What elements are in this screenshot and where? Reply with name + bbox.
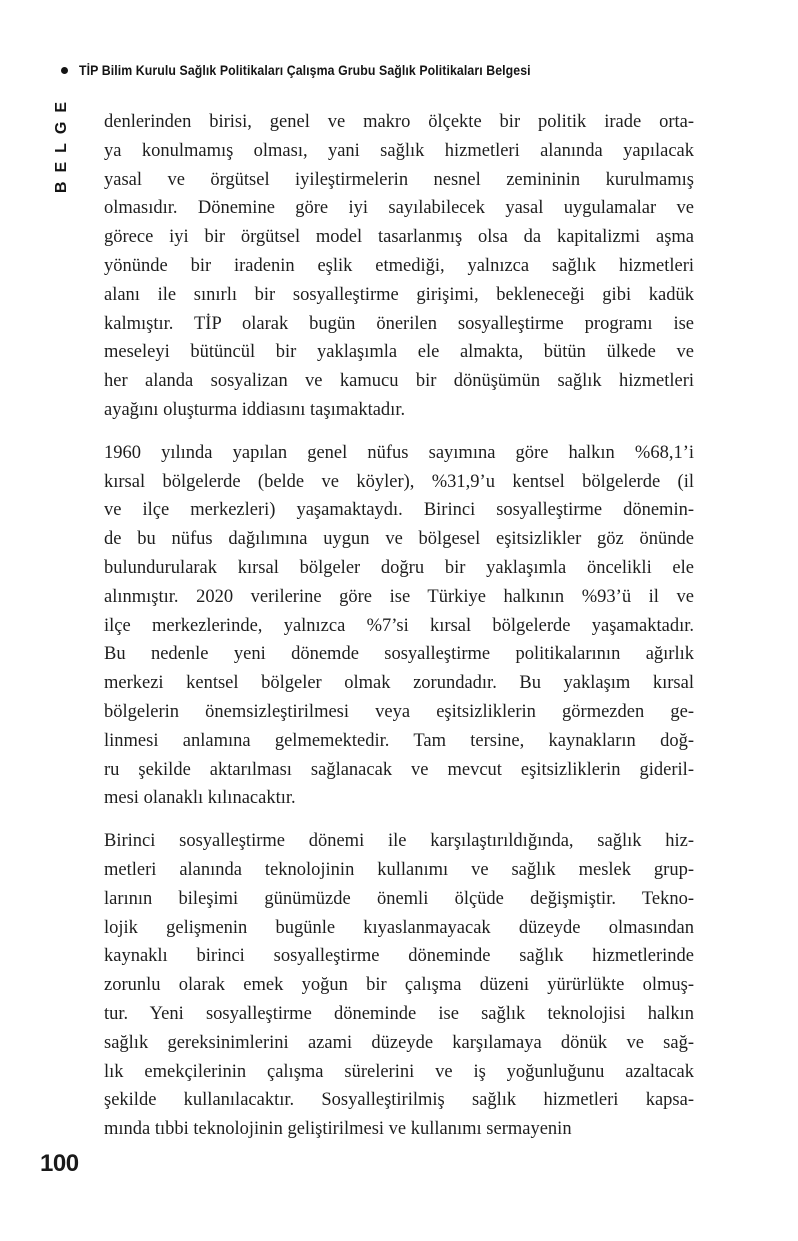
text-line: kalmıştır. TİP olarak bugün önerilen sosyalleştirme programı ise (104, 313, 694, 334)
text-line: sağlık gereksinimlerini azami düzeyde karşılamaya dönük ve sağ- (104, 1032, 694, 1053)
text-line: bölgelerin önemsizleştirilmesi veya eşitsizliklerin görmezden ge- (104, 701, 694, 722)
text-line: kırsal bölgelerde (belde ve köyler), %31,9’u kentsel bölgelerde (il (104, 471, 694, 492)
text-line: ve ilçe merkezleri) yaşamaktaydı. Birinci sosyalleştirme dönemin- (104, 500, 694, 521)
text-line: görece iyi bir örgütsel model tasarlanmış olsa da kapitalizmi aşma (104, 227, 694, 248)
text-line: meseleyi bütüncül bir yaklaşımla ele almakta, bütün ülkede ve (104, 342, 694, 363)
text-line: Bu nedenle yeni dönemde sosyalleştirme politikalarının ağırlık (104, 644, 694, 665)
text-line: Birinci sosyalleştirme dönemi ile karşılaştırıldığında, sağlık hiz- (104, 831, 694, 852)
text-line: alınmıştır. 2020 verilerine göre ise Türkiye halkının %93’ü il ve (104, 586, 694, 607)
text-line: alanı ile sınırlı bir sosyalleştirme girişimi, bekleneceği gibi kadük (104, 284, 694, 305)
body-text (104, 108, 694, 1158)
text-line: lık emekçilerinin çalışma sürelerini ve iş yoğunluğunu azaltacak (104, 1061, 694, 1082)
text-line: ya konulmamış olması, yani sağlık hizmetleri alanında yapılacak (104, 140, 694, 161)
text-line: zorunlu olarak emek yoğun bir çalışma düzeni yürürlükte olmuş- (104, 975, 694, 996)
text-line: bulundurularak kırsal bölgeler doğru bir yaklaşımla öncelikli ele (104, 557, 694, 578)
text-line: linmesi anlamına gelmemektedir. Tam tersine, kaynakların doğ- (104, 730, 694, 751)
text-line: ayağını oluşturma iddiasını taşımaktadır. (104, 399, 406, 420)
running-header-title: TİP Bilim Kurulu Sağlık Politikaları Çalışma Grubu Sağlık Politikaları Belgesi (79, 62, 531, 78)
side-label-belge: BELGE (53, 92, 70, 194)
running-header (61, 62, 592, 78)
text-line: ilçe merkezlerinde, yalnızca %7’si kırsal bölgelerde yaşamaktadır. (104, 615, 694, 636)
text-line: 1960 yılında yapılan genel nüfus sayımına göre halkın %68,1’i (104, 442, 694, 463)
text-line: denlerinden birisi, genel ve makro ölçekte bir politik irade orta- (104, 112, 694, 132)
page-number: 100 (40, 1150, 79, 1177)
text-line: lojik gelişmenin bugünle kıyaslanmayacak düzeyde olmasından (104, 917, 694, 938)
text-line: ru şekilde aktarılması sağlanacak ve mevcut eşitsizliklerin gideril- (104, 759, 694, 780)
text-line: mesi olanaklı kılınacaktır. (104, 788, 296, 809)
paragraph (104, 108, 694, 425)
text-line: tur. Yeni sosyalleştirme döneminde ise sağlık teknolojisi halkın (104, 1003, 694, 1024)
text-line: merkezi kentsel bölgeler olmak zorundadır. Bu yaklaşım kırsal (104, 673, 694, 694)
bullet-dot-icon (61, 67, 68, 74)
text-line: metleri alanında teknolojinin kullanımı ve sağlık meslek grup- (104, 859, 694, 880)
text-line: de bu nüfus dağılımına uygun ve bölgesel eşitsizlikler göz önünde (104, 529, 694, 550)
text-line: yasal ve örgütsel iyileştirmelerin nesnel zemininin kurulmamış (104, 169, 694, 190)
text-line: şekilde kullanılacaktır. Sosyalleştirilmiş sağlık hizmetleri kapsa- (104, 1090, 694, 1111)
text-line: yönünde bir iradenin eşlik etmediği, yalnızca sağlık hizmetleri (104, 255, 694, 276)
side-label-box (50, 86, 74, 200)
text-line: kaynaklı birinci sosyalleştirme döneminde sağlık hizmetlerinde (104, 946, 694, 967)
paragraph (104, 827, 694, 1144)
text-line: larının bileşimi günümüzde önemli ölçüde değişmiştir. Tekno- (104, 888, 694, 909)
paragraph (104, 439, 694, 813)
text-line: her alanda sosyalizan ve kamucu bir dönüşümün sağlık hizmetleri (104, 371, 694, 392)
text-line: mında tıbbi teknolojinin geliştirilmesi ve kullanımı sermayenin (104, 1119, 572, 1140)
text-line: olmasıdır. Dönemine göre iyi sayılabilecek yasal uygulamalar ve (104, 198, 694, 219)
